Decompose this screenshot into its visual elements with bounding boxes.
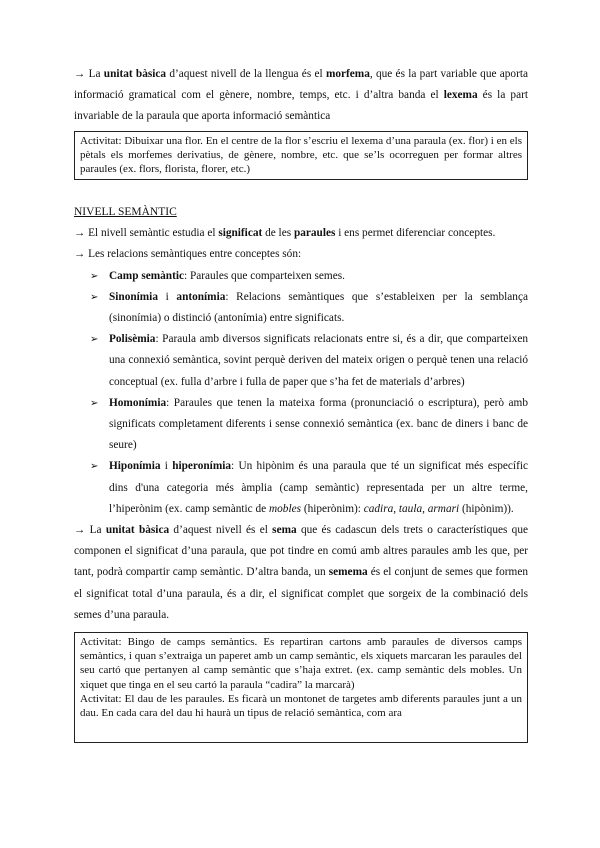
semantic-level-intro: → El nivell semàntic estudia el significat de les paraules i ens permet diferenciar conceptes.	[74, 227, 496, 240]
document-page	[74, 64, 528, 743]
bullet-icon: ➢	[90, 334, 99, 346]
term-sema: sema	[272, 524, 297, 537]
arrow-icon: →	[74, 524, 86, 537]
activity-dice-text: Activitat: El dau de les paraules. Es ficarà un montonet de targetes amb diferents paraules junt a un dau. En cada cara del dau hi haurà un tipus de relació semàntica, com ara	[80, 692, 522, 720]
term-unitat-basica: unitat bàsica	[103, 68, 167, 80]
arrow-icon: →	[74, 227, 86, 240]
arrow-icon: →	[74, 248, 86, 261]
bullet-icon: ➢	[90, 270, 99, 282]
term-unitat-basica: unitat bàsica	[105, 524, 170, 537]
semantic-basic-unit-paragraph: → La unitat bàsica d’aquest nivell és el sema que és cadascun dels trets o característiques que componen el significat d’una paraula, que pot tindre en comú amb altres paraules amb les que, per tant, podrà compartir camp semàntic. D’altra banda, un semema és el conjunt de semes que formen el significat total d’una paraula, és a dir, el significat complet que sorgeix de la combinació dels semes d’una paraula.	[74, 524, 529, 621]
list-item: ➢ Sinonímia i antonímia: Relacions semàntiques que s’estableixen per la semblança (sinonímia) o distinció (antonímia) entre significats.	[74, 287, 528, 329]
morphology-basic-unit-paragraph: → La unitat bàsica d’aquest nivell de la llengua és el morfema, que és la part variable que aporta informació gramatical com el gènere, nombre, temps, etc. i d’altra banda el lexema és la part invariable de la paraula que aporta informació semàntica	[74, 68, 528, 123]
semantic-relations-intro: → Les relacions semàntiques entre conceptes són:	[74, 248, 302, 261]
bullet-icon: ➢	[90, 461, 99, 473]
activity-box-bingo-dice	[74, 632, 528, 743]
semantic-relations-list	[74, 266, 528, 520]
bullet-icon: ➢	[90, 291, 99, 303]
list-item: ➢ Polisèmia: Paraula amb diversos significats relacionats entre si, és a dir, que comparteixen una connexió semàntica, sovint perquè deriven del mateix origen o perquè tenen una relació conceptual (ex. fulla d’arbre i fulla de paper que s’ha fet de materials d’arbres)	[74, 329, 528, 393]
list-item: ➢ Hiponímia i hiperonímia: Un hipònim és una paraula que té un significat més específic dins d'una categoria més àmplia (camp semàntic) representada per un altre terme, l’hiperònim (ex. camp semàntic de mobles (hiperònim): cadira, taula, armari (hipònim)).	[74, 456, 528, 520]
term-significat: significat	[218, 227, 263, 240]
term-semema: semema	[328, 566, 368, 579]
activity-bingo-text: Activitat: Bingo de camps semàntics. Es repartiran cartons amb paraules de diversos camps semàntics, i quan s’extraiga un paperet amb un camp semàntic, els xiquets marcaran les paraules del seu cartó que pertanyen al camp semàntic que s’haja extret. (ex. camp semàntic dels mobles. Un xiquet que tinga en el seu cartó la paraula “cadira” la marcarà)	[80, 636, 522, 691]
section-heading: NIVELL SEMÀNTIC	[74, 206, 177, 219]
bullet-icon: ➢	[90, 397, 99, 409]
term-morfema: morfema	[325, 68, 370, 80]
arrow-icon: →	[74, 68, 86, 80]
list-item: ➢ Homonímia: Paraules que tenen la mateixa forma (pronunciació o escriptura), però amb significats completament diferents i sense connexió semàntica (ex. banc de diners i banc de seure)	[74, 393, 528, 457]
list-item: ➢ Camp semàntic: Paraules que comparteixen semes.	[74, 266, 528, 287]
term-lexema: lexema	[443, 89, 478, 102]
activity-box-flower	[74, 131, 528, 181]
term-paraules: paraules	[293, 227, 336, 240]
activity-flower-text: Activitat: Dibuixar una flor. En el centre de la flor s’escriu el lexema d’una paraula (ex. flor) i en els pètals els morfemes derivatius, de gènere, nombre, etc. que se’ls ocorreguen per formar altres paraules (ex. flors, florista, florer, etc.)	[80, 134, 522, 176]
